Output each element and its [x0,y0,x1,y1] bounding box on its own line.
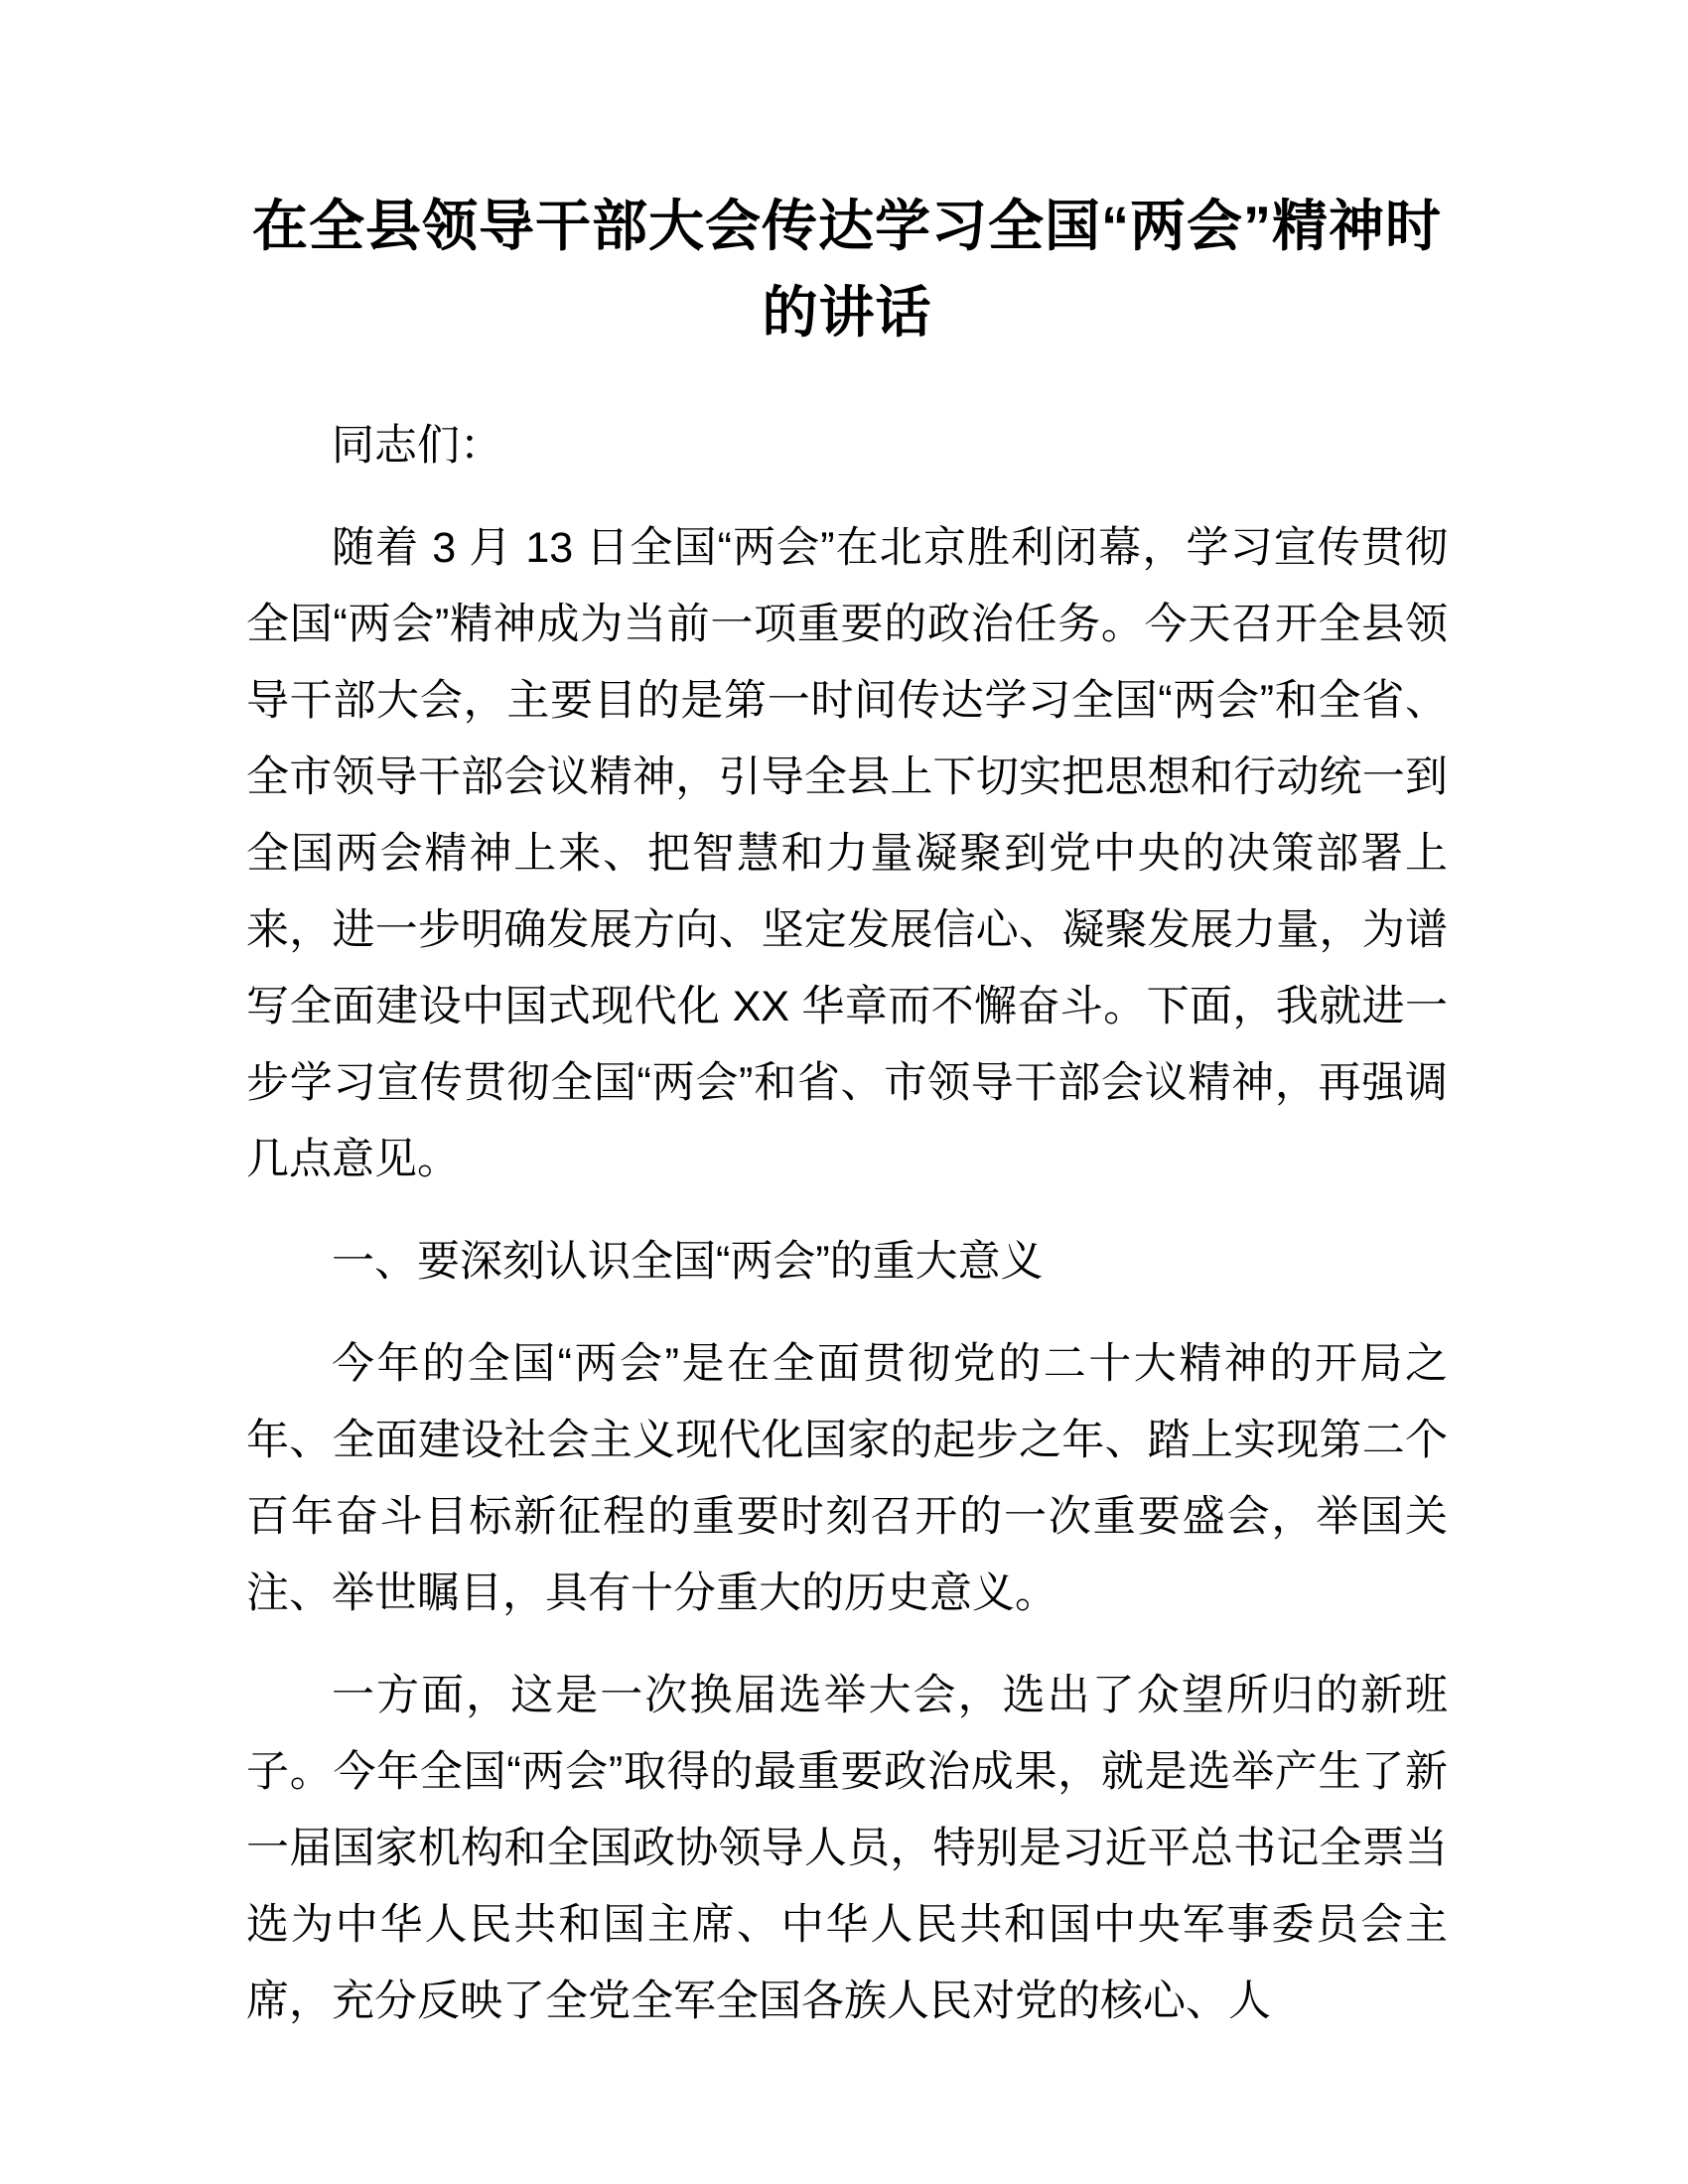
paragraph-3: 一方面，这是一次换届选举大会，选出了众望所归的新班子。今年全国“两会”取得的最重要政治成果，就是选举产生了新一届国家机构和全国政协领导人员，特别是习近平总书记全票当选为中华人民共和国主席、中华人民共和国中央军事委员会主席，充分反映了全党全军全国各族人民对党的核心、人 [246,1671,1448,2025]
paragraph-1: 随着 3 月 13 日全国“两会”在北京胜利闭幕，学习宣传贯彻全国“两会”精神成为当前一项重要的政治任务。今天召开全县领导干部大会，主要目的是第一时间传达学习全国“两会”和全省、全市领导干部会议精神，引导全县上下切实把思想和行动统一到全国两会精神上来、把智慧和力量凝聚到党中央的决策部署上来，进一步明确发展方向、坚定发展信心、凝聚发展力量，为谱写全面建设中国式现代化 XX 华章而不懈奋斗。下面，我就进一步学习宣传贯彻全国“两会”和省、市领导干部会议精神，再强调几点意见。 [246,523,1448,1183]
section-heading-1: 一、要深刻认识全国“两会”的重大意义 [332,1237,1044,1286]
greeting-line: 同志们： [332,421,502,470]
paragraph-2: 今年的全国“两会”是在全面贯彻党的二十大精神的开局之年、全面建设社会主义现代化国家的起步之年、踏上实现第二个百年奋斗目标新征程的重要时刻召开的一次重要盛会，举国关注、举世瞩目，具有十分重大的历史意义。 [246,1339,1448,1617]
document-title: 在全县领导干部大会传达学习全国“两会”精神时的讲话 [252,195,1442,343]
